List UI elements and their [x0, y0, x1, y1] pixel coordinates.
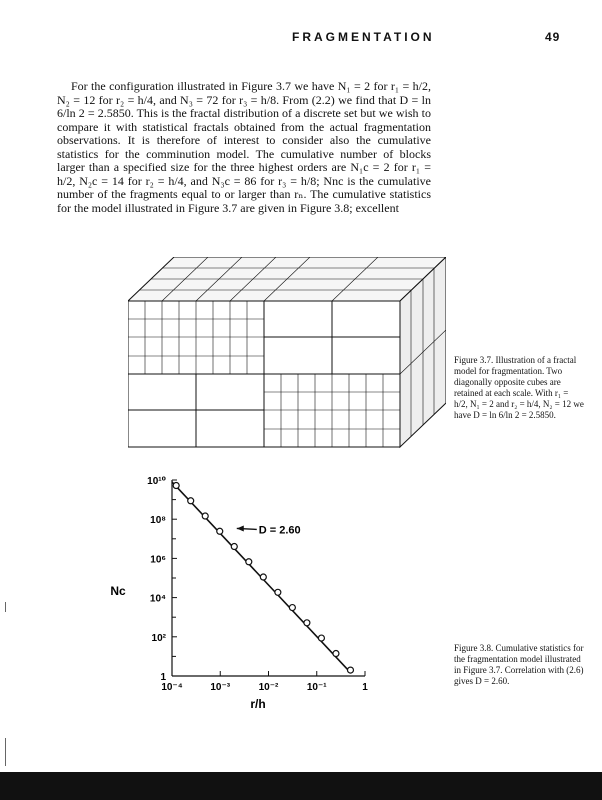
- scan-bottom-bar: [0, 772, 602, 800]
- data-point: [231, 544, 237, 550]
- margin-mark: [5, 738, 6, 766]
- data-point: [304, 620, 310, 626]
- data-point: [318, 635, 324, 641]
- data-point: [173, 483, 179, 489]
- annotation-group: [237, 524, 301, 536]
- y-tick-label: 10²: [151, 632, 166, 644]
- x-axis-label: r/h: [250, 697, 266, 711]
- chart-axes: [172, 480, 365, 676]
- cumulative-statistics-chart: [100, 468, 400, 718]
- x-tick-label: 10⁻³: [210, 682, 231, 693]
- data-point: [217, 528, 223, 534]
- data-point: [188, 498, 194, 504]
- data-point: [246, 559, 252, 565]
- y-tick-label: 1: [160, 672, 166, 683]
- figure-3-8-caption: Figure 3.8. Cumulative statistics for the fragmentation model illustrated in Figure 3.7. Correlation with (2.6) gives D = 2.60.: [454, 643, 584, 686]
- x-tick-label: 10⁻²: [258, 682, 279, 693]
- x-tick-label: 10⁻¹: [306, 682, 327, 693]
- data-point: [202, 513, 208, 519]
- page-number: 49: [545, 30, 561, 44]
- body-text: [57, 80, 431, 215]
- y-tick-label: 10¹⁰: [147, 476, 166, 487]
- data-point: [289, 605, 295, 611]
- data-point: [347, 667, 353, 673]
- fractal-cube-figure: [128, 257, 446, 449]
- data-point: [333, 651, 339, 657]
- figure-3-7-caption: Figure 3.7. Illustration of a fractal model for fragmentation. Two diagonally opposite cubes are retained at each scale. With r₁ = h/2, N₁ = 2 and r₂ = h/4, N₂ = 12 we have D = ln 6/ln 2 = 2.5850.: [454, 355, 584, 420]
- y-tick-label: 10⁸: [150, 515, 166, 527]
- y-tick-label: 10⁴: [149, 593, 166, 605]
- x-tick-label: 10⁻⁴: [161, 682, 183, 693]
- margin-mark: [5, 602, 6, 612]
- data-point: [275, 589, 281, 595]
- x-axis-ticks: [161, 671, 368, 693]
- running-header-title: FRAGMENTATION: [292, 30, 435, 44]
- body-paragraph: For the configuration illustrated in Figure 3.7 we have N₁ = 2 for r₁ = h/2, N₂ = 12 for r₂ = h/4, and N₃ = 72 for r₃ = h/8. From (2.2) we find that D = ln 6/ln 2 = 2.5850. This is the fractal distribution of a discrete set but we wish to compare it with statistical fractals obtained from the actual fragmentation observations. It is therefore of interest to consider also the cumulative statistics for the comminution model. The cumulative number of blocks larger than a specified size for the three highest orders are N₁c = 2 for r₁ = h/2, N₂c = 14 for r₂ = h/4, and N₃c = 86 for r₃ = h/8; Nnc is the cumulative number of the fragments equal to or larger than rₙ. The cumulative statistics for the model illustrated in Figure 3.7 are given in Figure 3.8; excellent: [57, 79, 431, 215]
- x-tick-label: 1: [362, 682, 368, 693]
- annotation-arrowhead: [237, 525, 244, 531]
- y-tick-label: 10⁶: [150, 554, 166, 566]
- data-point: [260, 574, 266, 580]
- annotation-label: D = 2.60: [258, 524, 301, 537]
- y-axis-label: Nc: [110, 584, 126, 598]
